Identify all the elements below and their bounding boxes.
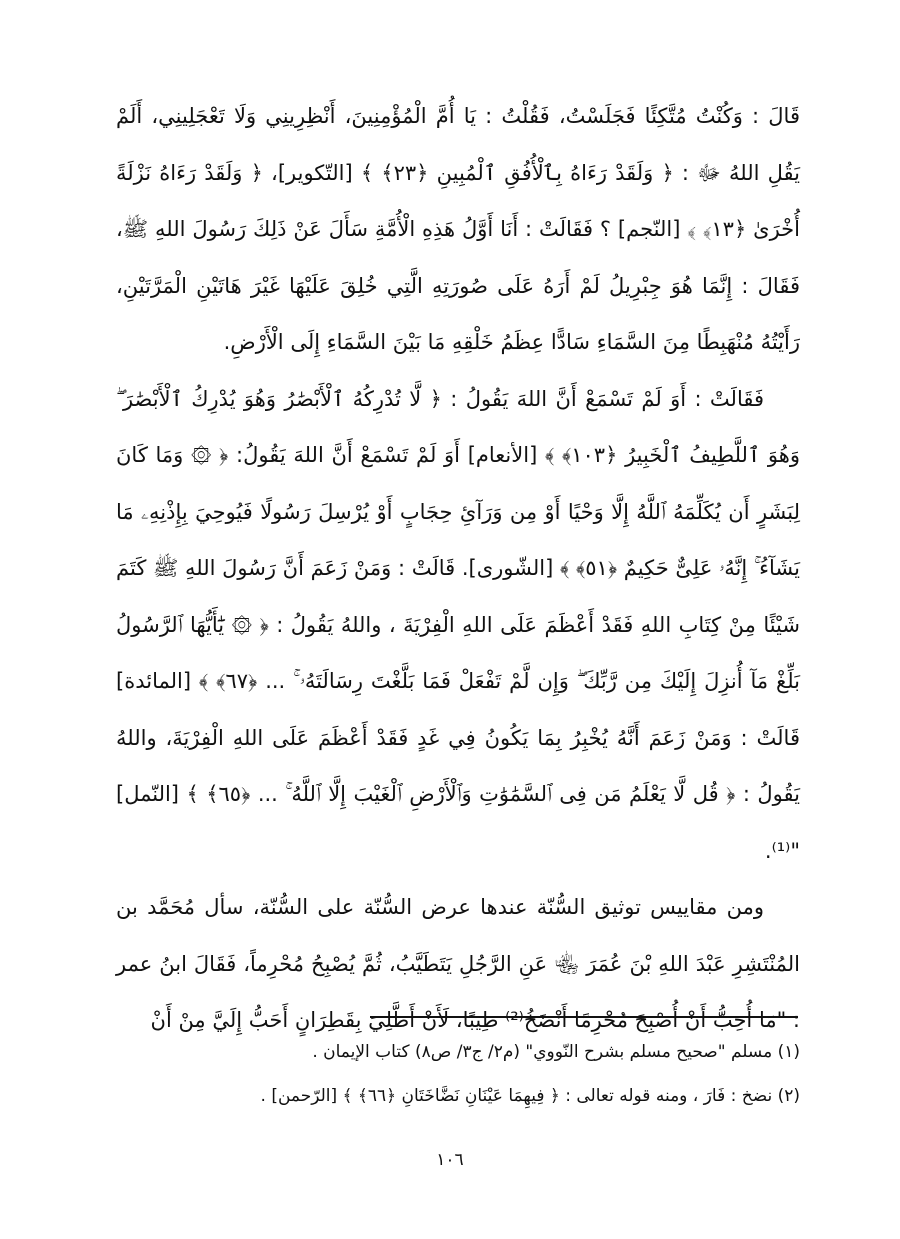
paragraph-3: ومن مقاييس توثيق السُّنّة عندها عرض السُّنّة على السُّنّة، سأل مُحَمَّد بن المُنْتَشِرِ عَبْدَ اللهِ بْنَ عُمَرَ ﵄ عَنِ الرَّجُلِ يَتَطَيَّبُ، ثُمَّ يُصْبِحُ مُحْرِماً، فَقَالَ ابنُ عمر : "مَا أُحِبُّ أَنْ أُصْبِحَ مُحْرِمًا أَنْضَخُ⁽²⁾ طِيبًا، لَأَنْ أَطَّلِيَ بِقَطِرَانٍ أَحَبُّ إِلَيَّ مِنْ أَنْ [116, 895, 800, 1032]
footnote-1: (١) مسلم "صحيح مسلم بشرح النّووي" (م٢/ ج٣/ ص٨) كتاب الإيمان . [312, 1042, 800, 1062]
footnotes [116, 1030, 800, 1118]
footnote-2: (٢) نضخ : فَارَ ، ومنه قوله تعالى : ﴿ فِيهِمَا عَيْنَانِ نَضَّاخَتَانِ ﴿٦٦﴾ ﴾ [الرّحمن] . [260, 1086, 800, 1106]
footnote-divider [370, 1016, 798, 1018]
main-text [116, 88, 800, 1049]
paragraph-2: فَقَالَتْ : أَوَ لَمْ تَسْمَعْ أَنَّ اللهَ يَقُولُ : ﴿ لَّا تُدْرِكُهُ ٱلْأَبْصَٰرُ وَهُوَ يُدْرِكُ ٱلْأَبْصَٰرَ ۖ وَهُوَ ٱللَّطِيفُ ٱلْخَبِيرُ ﴿١٠٣﴾ ﴾ [الأنعام] أَوَ لَمْ تَسْمَعْ أَنَّ اللهَ يَقُولُ: ﴿ ۞ وَمَا كَانَ لِبَشَرٍ أَن يُكَلِّمَهُ ٱللَّهُ إِلَّا وَحْيًا أَوْ مِن وَرَآئِ حِجَابٍ أَوْ يُرْسِلَ رَسُولًا فَيُوحِيَ بِإِذْنِهِۦ مَا يَشَآءُ ۚ إِنَّهُۥ عَلِىٌّ حَكِيمٌ ﴿٥١﴾ ﴾ [الشّورى]. قَالَتْ : وَمَنْ زَعَمَ أَنَّ رَسُولَ اللهِ ﷺ كَتَمَ شَيْئًا مِنْ كِتَابِ اللهِ فَقَدْ أَعْظَمَ عَلَى اللهِ الْفِرْيَةَ ، واللهُ يَقُولُ : ﴿ ۞ يَٰٓأَيُّهَا ٱلرَّسُولُ بَلِّغْ مَآ أُنزِلَ إِلَيْكَ مِن رَّبِّكَ ۖ وَإِن لَّمْ تَفْعَلْ فَمَا بَلَّغْتَ رِسَالَتَهُۥ ۚ ... ﴿٦٧﴾ ﴾ [المائدة] قَالَتْ : وَمَنْ زَعَمَ أَنَّهُ يُخْبِرُ بِمَا يَكُونُ فِي غَدٍ فَقَدْ أَعْظَمَ عَلَى اللهِ الْفِرْيَةَ، واللهُ يَقُولُ : ﴿ قُل لَّا يَعْلَمُ مَن فِى ٱلسَّمَٰوَٰتِ وَٱلْأَرْضِ ٱلْغَيْبَ إِلَّا ٱللَّهُ ۚ ... ﴿٦٥﴾ ﴾ [النّمل] "⁽¹⁾. [116, 386, 801, 863]
page-number: ١٠٦ [436, 1150, 464, 1170]
paragraph-1: قَالَ : وَكُنْتُ مُتَّكِئًا فَجَلَسْتُ، فَقُلْتُ : يَا أُمَّ الْمُؤْمِنِينَ، أَنْظِرِينِي وَلَا تَعْجَلِينِي، أَلَمْ يَقُلِ اللهُ ﷻ : ﴿ وَلَقَدْ رَءَاهُ بِٱلْأُفُقِ ٱلْمُبِينِ ﴿٢٣﴾ ﴾ [التّكوير]، ﴿ وَلَقَدْ رَءَاهُ نَزْلَةً أُخْرَىٰ ﴿١٣﴾ ﴾ [النّجم] ؟ فَقَالَتْ : أَنَا أَوَّلُ هَذِهِ الْأُمَّةِ سَأَلَ عَنْ ذَلِكَ رَسُولَ اللهِ ﷺ، فَقَالَ : إِنَّمَا هُوَ جِبْرِيلُ لَمْ أَرَهُ عَلَى صُورَتِهِ الَّتِي خُلِقَ عَلَيْهَا غَيْرَ هَاتَيْنِ الْمَرَّتَيْنِ، رَأَيْتُهُ مُنْهَبِطًا مِنَ السَّمَاءِ سَادًّا عِظَمُ خَلْقِهِ مَا بَيْنَ السَّمَاءِ إِلَى الْأَرْضِ. [116, 104, 800, 354]
